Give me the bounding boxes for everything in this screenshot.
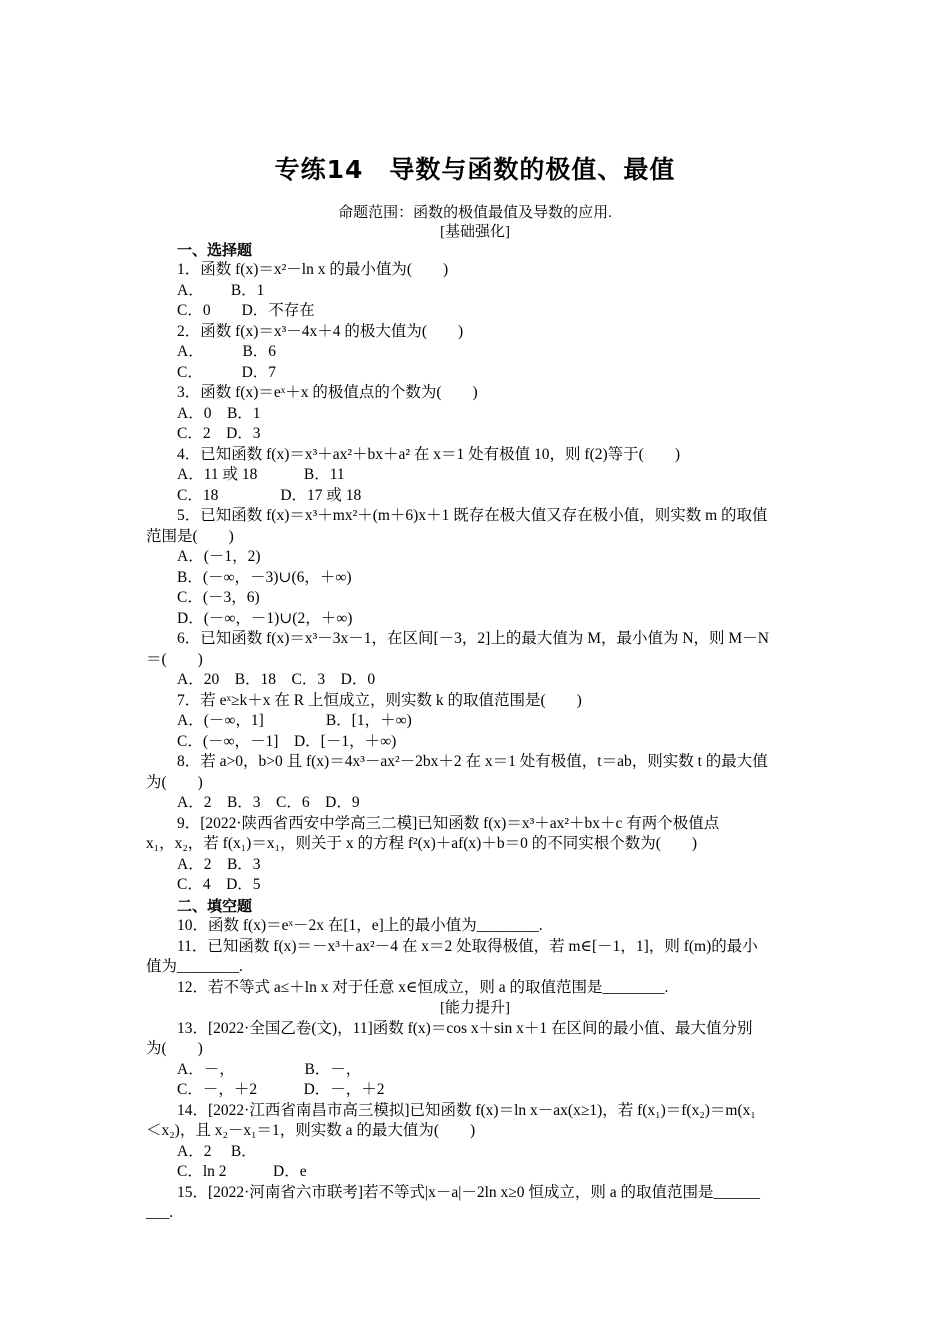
scope-line: 命题范围：函数的极值最值及导数的应用. — [338, 205, 612, 221]
question-11: 11．已知函数 f(x)＝－x³＋ax²－4 在 x＝2 处取得极值，若 m∈[－1，1]，则 f(m)的最小 — [177, 938, 758, 955]
question-3-options-cd: C．2 D．3 — [177, 425, 261, 442]
question-4-options-ab: A．11 或 18 B．11 — [177, 466, 345, 483]
question-4: 4．已知函数 f(x)＝x³＋ax²＋bx＋a² 在 x＝1 处有极值 10，则 f(2)等于( ) — [177, 446, 680, 463]
question-5-option-a: A．(－1，2) — [177, 548, 261, 565]
question-9-options-ab: A．2 B．3 — [177, 856, 261, 873]
question-13-options-ab: A．－， B．－， — [177, 1061, 362, 1078]
question-1-options-ab: A． B．1 — [177, 282, 265, 299]
question-1: 1．函数 f(x)＝x²－ln x 的最小值为( ) — [177, 261, 449, 278]
question-3-options-ab: A．0 B．1 — [177, 405, 261, 422]
question-1-options-cd: C．0 D．不存在 — [177, 302, 315, 319]
question-14: 14．[2022·江西省南昌市高三模拟]已知函数 f(x)＝ln x－ax(x≥1)，若 f(x₁)＝f(x₂)＝m(x₁ — [177, 1102, 756, 1119]
question-9-cont: x₁，x₂，若 f(x₁)＝x₁，则关于 x 的方程 f²(x)＋af(x)＋b＝0 的不同实根个数为( ) — [146, 835, 698, 852]
question-5-cont: 范围是( ) — [146, 528, 234, 545]
question-9: 9．[2022·陕西省西安中学高三二模]已知函数 f(x)＝x³＋ax²＋bx＋c 有两个极值点 — [177, 815, 720, 832]
question-5-option-b: B．(－∞，－3)∪(6，＋∞) — [177, 569, 352, 586]
basic-tag: [基础强化] — [440, 224, 510, 240]
advanced-tag: [能力提升] — [440, 1000, 510, 1016]
question-14-options-cd: C．ln 2 D．e — [177, 1163, 307, 1180]
question-14-options-ab: A．2 B． — [177, 1143, 257, 1160]
question-14-cont: ＜x₂)，且 x₂－x₁＝1，则实数 a 的最大值为( ) — [146, 1122, 476, 1139]
question-12: 12．若不等式 a≤＋ln x 对于任意 x∈恒成立，则 a 的取值范围是________. — [177, 979, 669, 996]
question-6: 6．已知函数 f(x)＝x³－3x－1，在区间[－3，2]上的最大值为 M，最小值为 N，则 M－N — [177, 630, 769, 647]
question-8-options: A．2 B．3 C．6 D．9 — [177, 794, 360, 811]
question-4-options-cd: C．18 D．17 或 18 — [177, 487, 362, 504]
question-9-options-cd: C．4 D．5 — [177, 876, 261, 893]
question-3: 3．函数 f(x)＝eˣ＋x 的极值点的个数为( ) — [177, 384, 478, 401]
question-6-cont: ＝( ) — [146, 651, 203, 668]
question-13: 13．[2022·全国乙卷(文)，11]函数 f(x)＝cos x＋sin x＋1 在区间的最小值、最大值分别 — [177, 1020, 753, 1037]
section-choice: 一、选择题 — [177, 241, 253, 259]
question-5-option-c: C．(－3，6) — [177, 589, 260, 606]
page-title: 专练14 导数与函数的极值、最值 — [274, 155, 676, 184]
question-13-options-cd: C．－，＋2 D．－，＋2 — [177, 1081, 385, 1098]
section-fill: 二、填空题 — [177, 897, 253, 915]
question-7-options-cd: C．(－∞，－1] D．[－1，＋∞) — [177, 733, 397, 750]
question-6-options: A．20 B．18 C．3 D．0 — [177, 671, 376, 688]
question-5: 5．已知函数 f(x)＝x³＋mx²＋(m＋6)x＋1 既存在极大值又存在极小值，则实数 m 的取值 — [177, 507, 768, 524]
question-2: 2．函数 f(x)＝x³－4x＋4 的极大值为( ) — [177, 323, 464, 340]
question-10: 10．函数 f(x)＝eˣ－2x 在[1，e]上的最小值为________. — [177, 917, 543, 934]
question-15: 15．[2022·河南省六市联考]若不等式|x－a|－2ln x≥0 恒成立，则 a 的取值范围是______ — [177, 1184, 761, 1201]
question-13-cont: 为( ) — [146, 1040, 203, 1057]
question-2-options-ab: A． B．6 — [177, 343, 277, 360]
question-2-options-cd: C． D．7 — [177, 364, 277, 381]
question-7: 7．若 eˣ≥k＋x 在 R 上恒成立，则实数 k 的取值范围是( ) — [177, 692, 582, 709]
question-11-cont: 值为________. — [146, 958, 243, 975]
question-15-cont: ___. — [146, 1204, 174, 1221]
question-8: 8．若 a>0，b>0 且 f(x)＝4x³－ax²－2bx＋2 在 x＝1 处有极值，t＝ab，则实数 t 的最大值 — [177, 753, 768, 770]
question-8-cont: 为( ) — [146, 774, 203, 791]
question-7-options-ab: A．(－∞，1] B．[1，＋∞) — [177, 712, 412, 729]
question-5-option-d: D．(－∞，－1)∪(2，＋∞) — [177, 610, 353, 627]
